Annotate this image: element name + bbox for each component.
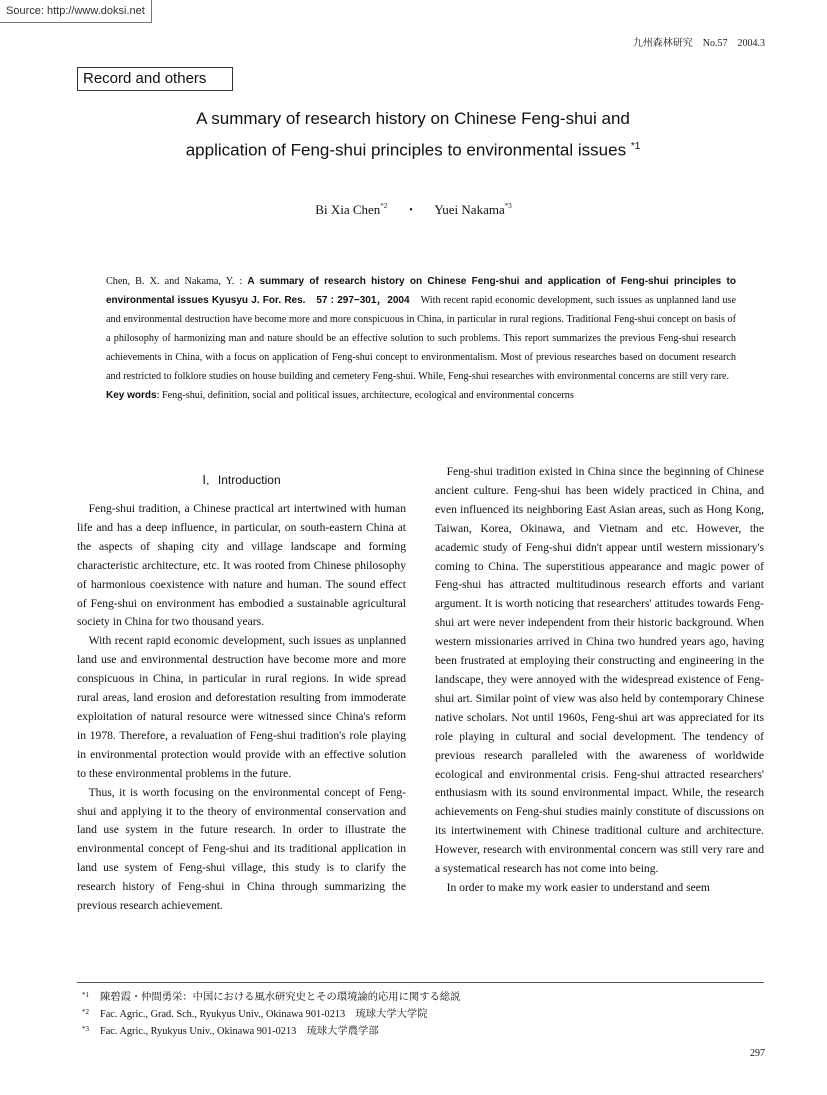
abstract-text: With recent rapid economic development, such issues as unplanned land use and environmental destruction have become more and more conspicuous in China, in particular in rural regions. Traditional Feng-shui concept on basis of a philosophy of harmonizing man and nature should be an effective solution to such problems. This report summarizes the previous Feng-shui research achievements in China, with a focus on application of Feng-shui concept to environmentalism. Most of previous researches based on document research and restricted to folklore studies on house building and cemetery Feng-shui. While, Feng-shui researches with environmental concerns are still very rare.	[106, 295, 736, 382]
section-label: Record and others	[77, 67, 233, 91]
journal-header: 九州森林研究 No.57 2004.3	[632, 38, 765, 49]
footnote-text: Fac. Agric., Grad. Sch., Ryukyus Univ., Okinawa 901-0213 琉球大学大学院	[100, 1009, 428, 1020]
author-separator: ・	[404, 202, 418, 217]
footnotes	[82, 988, 460, 1039]
paper-title	[100, 105, 726, 165]
left-column	[77, 460, 406, 916]
paragraph: Feng-shui tradition, a Chinese practical art intertwined with human life and has a deep influence, in particular, on south-eastern China at the aspects of shaping city and village landscape and forming characteristic architecture, etc. It was rooted from Chinese philosophy of harmonious coexistence with nature and human. The sound effect of Feng-shui on environment has embodied a sustainable agricultural society in China for two thousand years.	[77, 502, 406, 629]
title-footnote-mark: *1	[630, 141, 641, 152]
author-mark: *3	[504, 202, 512, 210]
footnote-text: 陳碧霞・仲間勇栄：中国における風水研究史とその環境論的応用に関する総説	[100, 992, 461, 1003]
paragraph: Feng-shui tradition existed in China since the beginning of Chinese ancient culture. Feng-shui has been widely practiced in China, and even influenced its neighboring East Asian areas, such as Hong Kong, Taiwan, Korea, Okinawa, and Vietnam and etc. However, the academic study of Feng-shui didn't appear until western missionary's coming to China. The superstitious appearance and magic power of Feng-shui has attracted multitudinous research efforts and variant argument. It is worth noticing that researchers' attitudes towards Feng-shui art were never independent from their historic background. When western missionaries arrived in China two hundred years ago, having been frustrated at employing their constructing and engineering in the landscape, they were annoyed with the widespread existence of Feng-shui art. Similar point of view was also held by contemporary Chinese native scholars. Not until 1960s, Feng-shui art was appreciated for its role playing in cultural and social development. The tendency of previous research paralleled with the awareness of worldwide ecological and environmental crisis. Feng-shui attracted researchers' enthusiasm with its sound environmental impact. While, the research achievements on Feng-shui studies mainly constitute of discussions on its intertwinement with Chinese traditional culture and architecture. However, research with environmental concern was still very rare and a systematical research has not come into being.	[435, 465, 764, 876]
paragraph: With recent rapid economic development, such issues as unplanned land use and environmental destruction have become more and more conspicuous in China, in particular in rural regions. In wide spread rural areas, land erosion and deforestation resulting from immoderate exploitation of natural resource were witnessed since China's reform in 1978. Therefore, a revaluation of Feng-shui tradition's role playing in environmental protection would provide with an effective solution to these environmental problems in the future.	[77, 634, 406, 780]
paragraph: In order to make my work easier to understand and seem	[446, 880, 710, 894]
footnote	[82, 1005, 460, 1022]
section-heading-introduction: Ⅰ．Introduction	[202, 473, 281, 487]
author-list	[0, 199, 827, 218]
footnote-mark: *2	[82, 1008, 89, 1016]
abstract-citation-title: A summary of research history on Chinese Feng-shui and application of Feng-shui principles to environmental issues Kyusyu J. For. Res. 57 : 297−301，2004	[106, 276, 736, 306]
paragraph: Thus, it is worth focusing on the environmental concept of Feng-shui and applying it to the theory of environmental conservation and land use system in the future research. In order to illustrate the environmental concept of Feng-shui and its traditional application in land use system of Feng-shui village, this study is to clarify the research history of Feng-shui in China through summarizing the previous research achievement.	[77, 785, 406, 913]
page-number: 297	[750, 1048, 765, 1059]
keywords	[106, 386, 736, 405]
keywords-label: Key words	[106, 390, 157, 401]
footnote-text: Fac. Agric., Ryukyus Univ., Okinawa 901-0213 琉球大学農学部	[100, 1026, 379, 1037]
source-label: Source: http://www.doksi.net	[0, 0, 152, 23]
footnote-mark: *1	[82, 991, 89, 999]
abstract-citation: Chen, B. X. and Nakama, Y. :	[106, 276, 248, 287]
title-line-2: application of Feng-shui principles to environmental issues $^{*1}$	[185, 140, 641, 160]
footnote	[82, 1022, 460, 1039]
abstract-body	[106, 272, 736, 386]
author-name: Bi Xia Chen	[315, 202, 381, 217]
right-column	[435, 463, 764, 898]
footnote-divider	[77, 982, 764, 983]
abstract	[106, 272, 736, 405]
footnote	[82, 988, 460, 1005]
keywords-list: : Feng-shui, definition, social and political issues, architecture, ecological and environmental concerns	[156, 390, 574, 401]
author-name: Yuei Nakama	[434, 202, 505, 217]
title-line-1: A summary of research history on Chinese Feng-shui and	[196, 109, 630, 128]
footnote-mark: *3	[82, 1025, 89, 1033]
author-mark: *2	[380, 202, 388, 210]
